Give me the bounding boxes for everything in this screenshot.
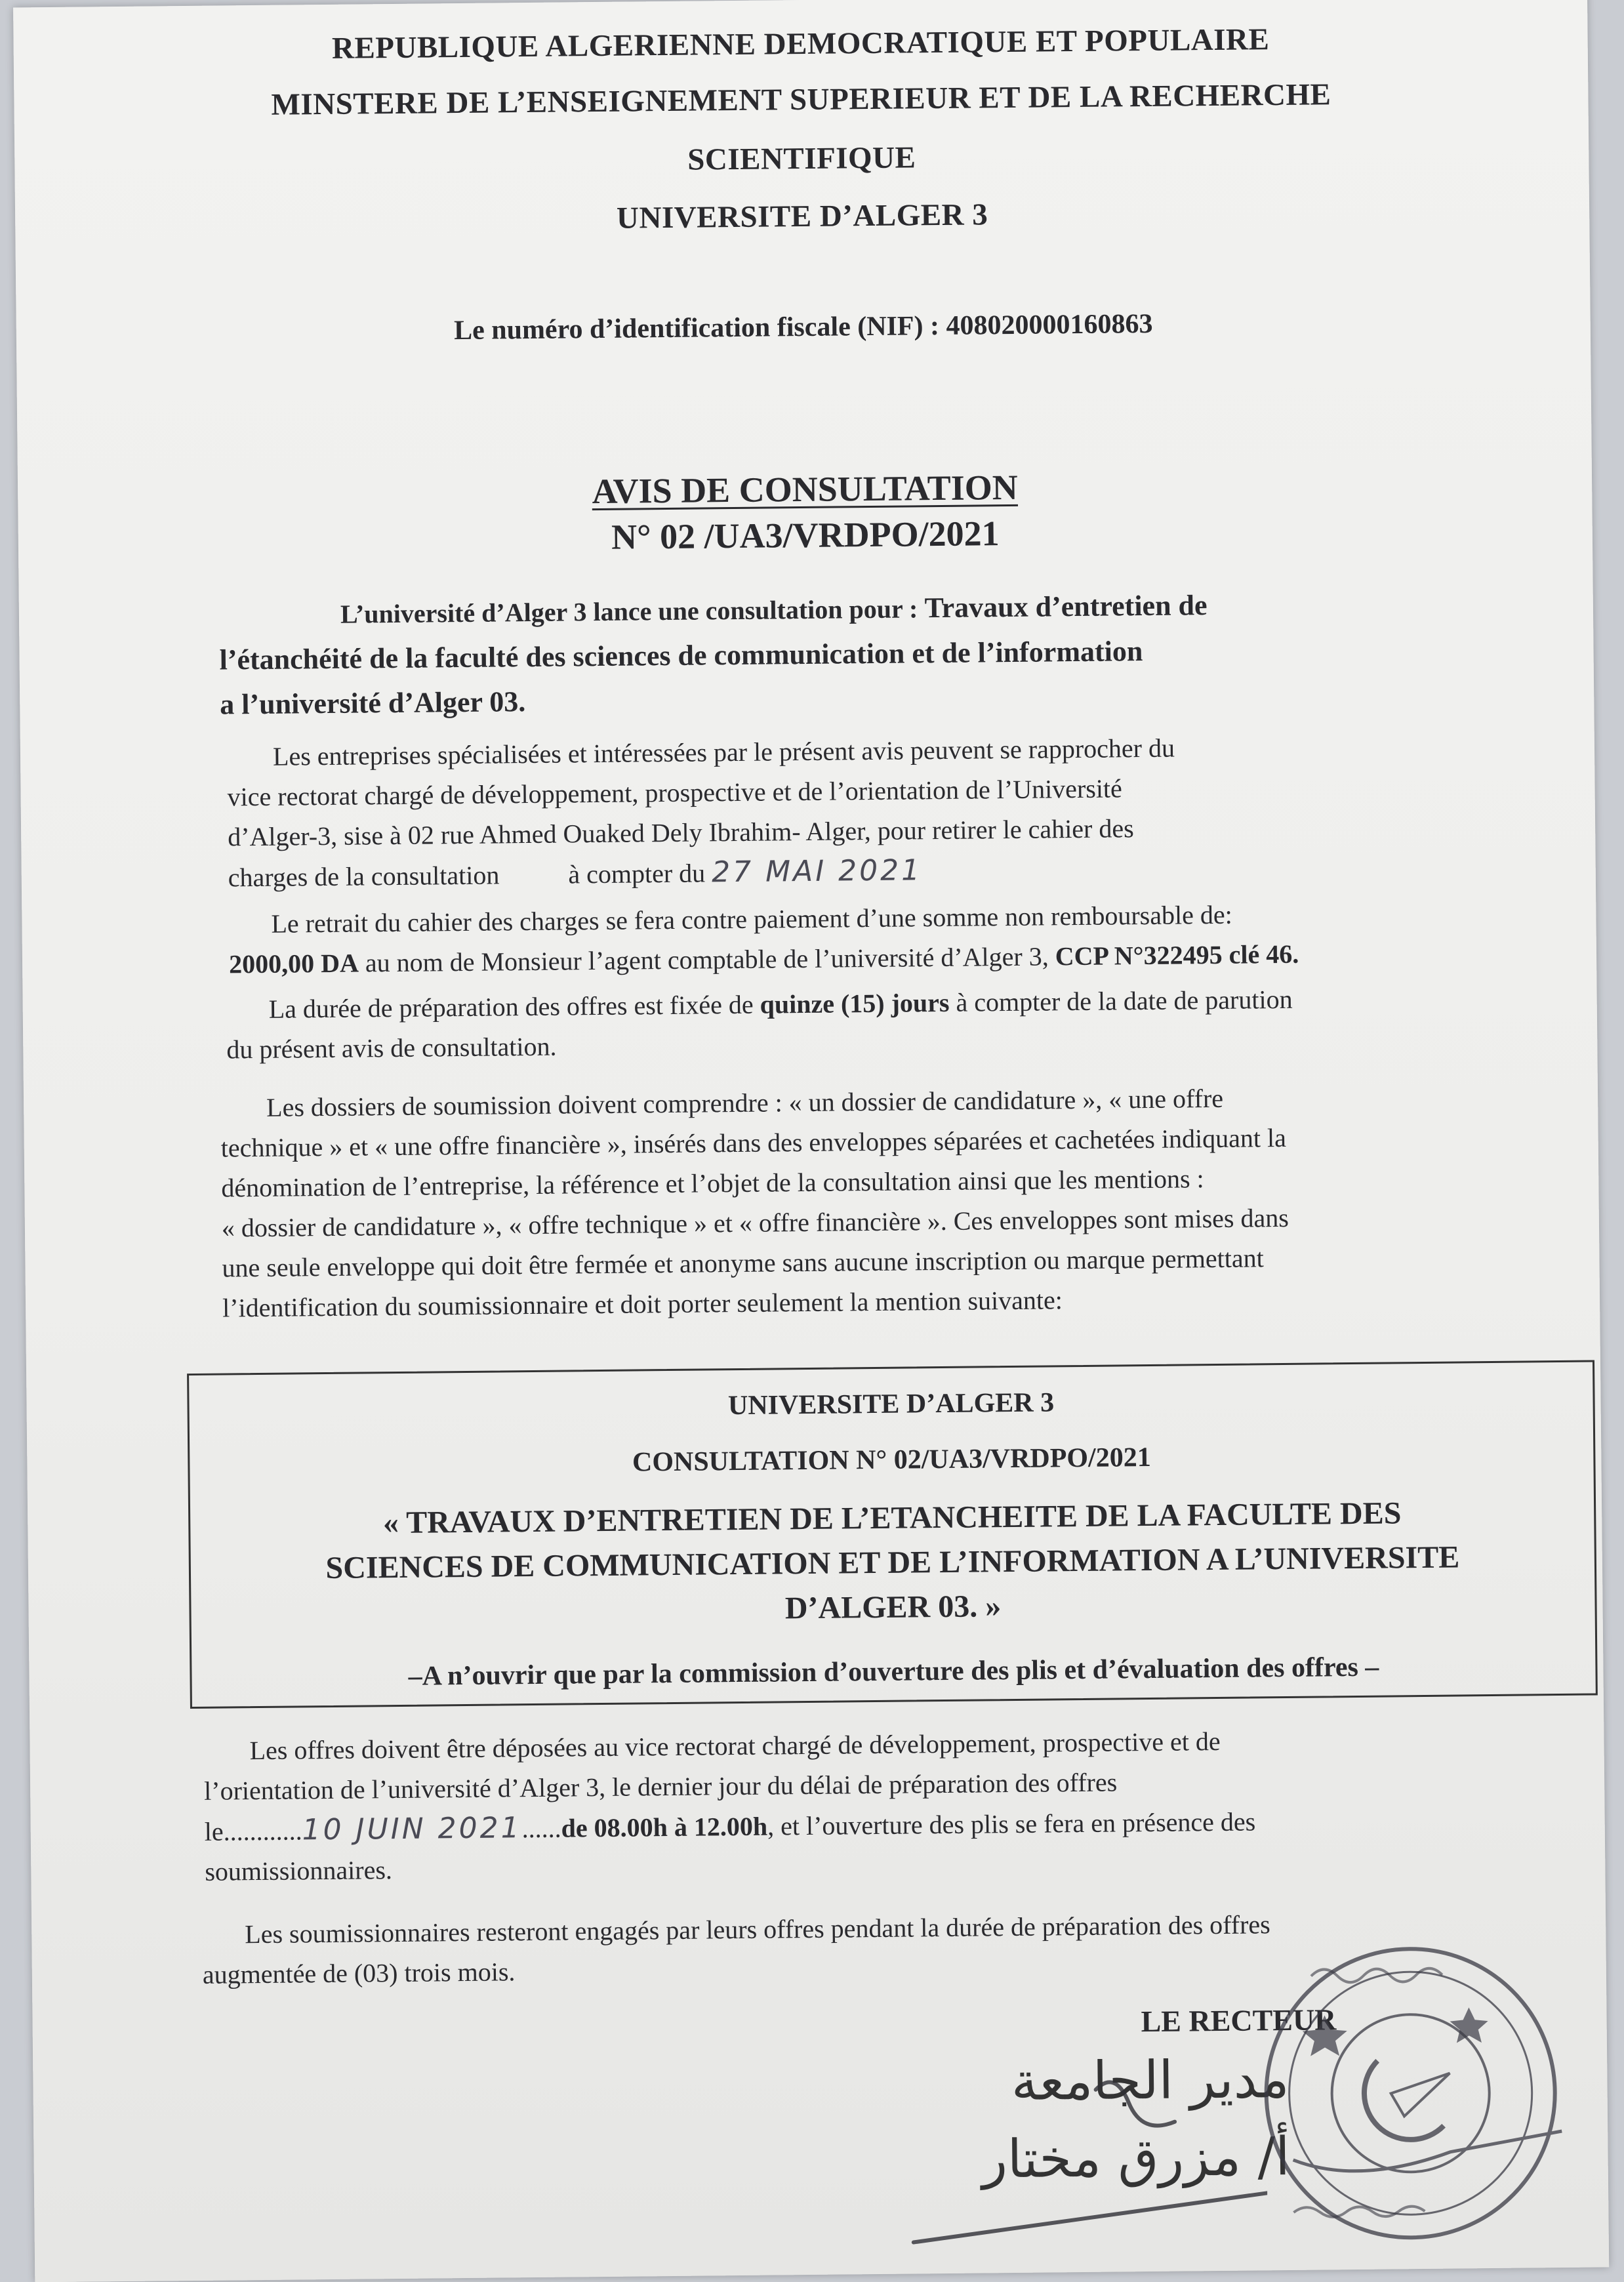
box-object-line2: SCIENCES DE COMMUNICATION ET DE L’INFORMATION A L’UNIVERSITE (325, 1539, 1460, 1586)
duration: quinze (15) jours (760, 987, 950, 1019)
arabic-title: مدير الجامعة (1011, 2048, 1289, 2113)
header-university: UNIVERSITE D’ALGER 3 (616, 197, 988, 235)
document-page (13, 0, 1609, 2282)
signature-strokes-icon (899, 2062, 1268, 2255)
header-republic: REPUBLIQUE ALGERIENNE DEMOCRATIQUE ET POPULAIRE (331, 22, 1270, 66)
ccp-number: CCP N°322495 clé 46. (1055, 939, 1299, 971)
arabic-name: أ/ مزرق مختار (981, 2125, 1291, 2190)
object-part2: l’étanchéité de la faculté des sciences de communication et de l’information (219, 635, 1143, 676)
page-title: AVIS DE CONSULTATION (592, 467, 1019, 512)
box-object-line1: « TRAVAUX D’ENTRETIEN DE L’ETANCHEITE DE LA FACULTE DES (382, 1496, 1402, 1541)
header-ministry-cont: SCIENTIFIQUE (687, 140, 916, 177)
box-object-line3: D’ALGER 03. » (784, 1589, 1002, 1626)
nif-value: 408020000160863 (946, 308, 1153, 341)
signatory-role: LE RECTEUR (1141, 2003, 1337, 2039)
box-consultation-number: CONSULTATION N° 02/UA3/VRDPO/2021 (632, 1442, 1151, 1478)
amount: 2000,00 DA (228, 948, 359, 979)
paragraph-duree: La durée de préparation des offres est fixée de quinze (15) jours à compter de la date de parution du présent avis de consultation. (226, 984, 1293, 1065)
box-university: UNIVERSITE D’ALGER 3 (727, 1387, 1055, 1421)
paragraph-depot: Les offres doivent être déposées au vice rectorat chargé de développement, prospective et de l’orientation de l’université d’Alger 3, le dernier jour du délai de préparation des offres le............10 JUIN 2021......de 08.00h à 12.00h, et l’ouverture des plis se fera en présence des soumissionnaires. (203, 1726, 1256, 1886)
header-ministry: MINSTERE DE L’ENSEIGNEMENT SUPERIEUR ET DE LA RECHERCHE (271, 77, 1331, 122)
paragraph-paiement: Le retrait du cahier des charges se fera contre paiement d’une somme non remboursable de: 2000,00 DA au nom de Monsieur l’agent comptable de l’université d’Alger 3, CCP N°322495 clé 46. (228, 899, 1299, 979)
nif-line (16, 304, 1591, 350)
envelope-mention-box (187, 1360, 1598, 1709)
paragraph-dossiers: Les dossiers de soumission doivent comprendre : « un dossier de candidature », « une offre technique » et « une offre financière », insérés dans des enveloppes séparées et cachetées indiquant la dénomination de l’entreprise, la référence et l’objet de la consultation ainsi que les mentions : « dossier de candidature », « offre technique » et « offre financière ». Ces enveloppes sont mises dans une seule enveloppe qui doit être fermée et anonyme sans aucune inscription ou marque permettant l’identification du soumissionnaire et doit porter seulement la mention suivante: (220, 1083, 1289, 1323)
consultation-number: N° 02 /UA3/VRDPO/2021 (611, 514, 1000, 557)
opening-hours: 08.00h à 12.00h (594, 1811, 768, 1843)
intro-lead: L’université d’Alger 3 lance une consultation pour : (340, 594, 918, 629)
object-part1: Travaux d’entretien de (924, 589, 1208, 624)
object-part3: a l’université d’Alger 03. (220, 685, 526, 721)
paragraph-retrait-lieu: Les entreprises spécialisées et intéressées par le présent avis peuvent se rapprocher du vice rectorat chargé de développement, prospective et de l’orientation de l’Université d’Alger-3, sise à 02 rue Ahmed Ouaked Dely Ibrahim- Alger, pour retirer le cahier des charges de la consultation à compter du 27 MAI 2021 (227, 733, 1175, 893)
box-opening-note: –A n’ouvrir que par la commission d’ouverture des plis et d’évaluation des offres – (408, 1652, 1379, 1692)
consultation-object (219, 580, 1549, 727)
nif-label: Le numéro d’identification fiscale (NIF) : (453, 310, 940, 346)
handwritten-start-date: 27 MAI 2021 (711, 853, 923, 889)
handwritten-deadline-date: 10 JUIN 2021 (302, 1811, 522, 1847)
paragraph-engagement: Les soumissionnaires resteront engagés par leurs offres pendant la durée de préparation des offres augmentée de (03) trois mois. (202, 1909, 1270, 1989)
official-stamp-icon (1251, 1934, 1570, 2252)
